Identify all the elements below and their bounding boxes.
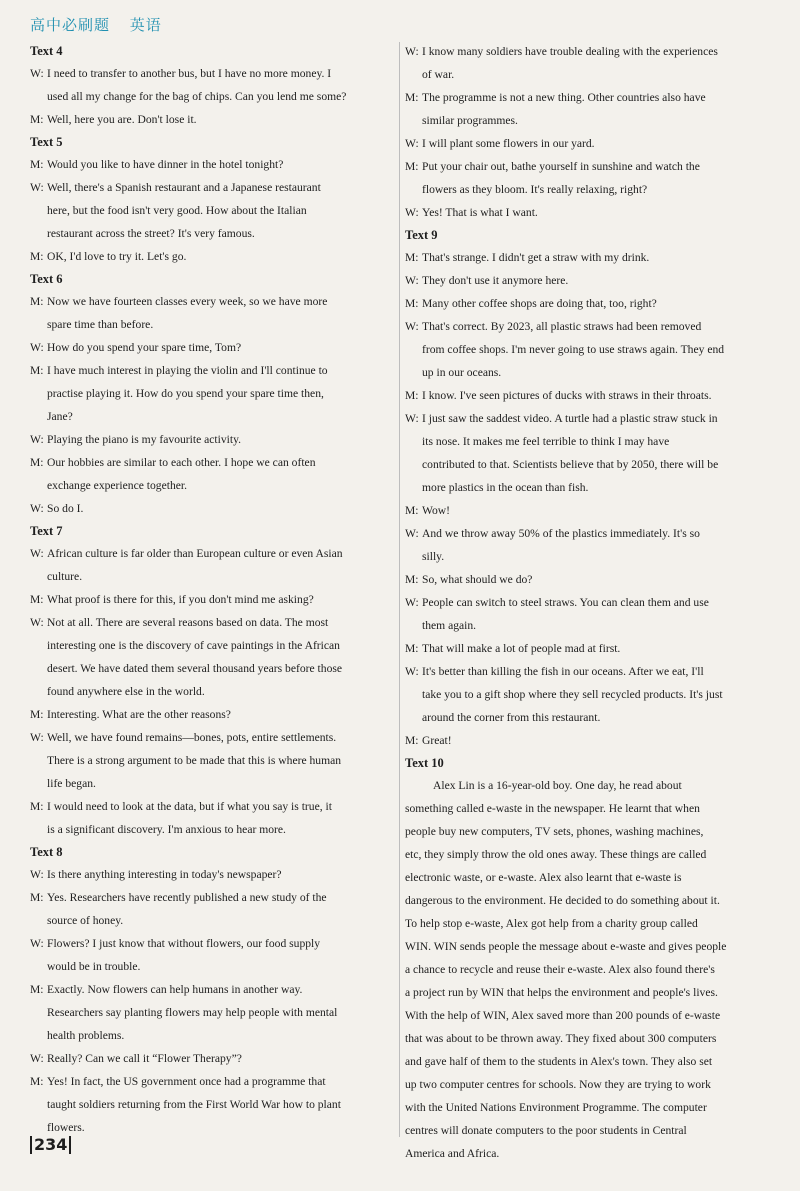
dialogue-turn [30,62,400,108]
passage-line: with the United Nations Environment Programme. The computer [405,1101,707,1114]
dialogue-turn [405,591,775,637]
dialogue-line: take you to a gift shop where they sell recycled products. It's just [422,688,723,701]
dialogue-turn [30,703,400,726]
passage-line: a chance to recycle and reuse their e-waste. Alex also found there's [405,963,715,976]
dialogue-line: culture. [47,570,83,583]
page-number: 234 [30,1136,71,1154]
dialogue-line: There is a strong argument to be made that this is where human [47,754,342,767]
passage-line: Alex Lin is a 16-year-old boy. One day, he read about [433,779,682,792]
dialogue-line: flowers as they bloom. It's really relaxing, right? [422,183,648,196]
dialogue-line: interesting one is the discovery of cave paintings in the African [47,639,340,652]
dialogue-turn [30,245,400,268]
dialogue-turn [405,40,775,86]
dialogue-turn [405,660,775,729]
speaker-label: M: [30,158,44,171]
dialogue-line: desert. We have dated them several thousand years before those [47,662,343,675]
speaker-label: W: [30,937,44,950]
passage-line: something called e-waste in the newspaper. He learnt that when [405,802,700,815]
dialogue-line: Would you like to have dinner in the hotel tonight? [47,158,284,171]
dialogue-line: African culture is far older than European culture or even Asian [47,547,343,560]
dialogue-turn [30,336,400,359]
dialogue-line: I would need to look at the data, but if what you say is true, it [47,800,332,813]
dialogue-line: Our hobbies are similar to each other. I hope we can often [47,456,316,469]
speaker-label: W: [30,181,44,194]
dialogue-line: So, what should we do? [422,573,533,586]
passage-line: and gave half of them to the students in Alex's town. They also set [405,1055,713,1068]
speaker-label: M: [30,800,44,813]
passage-line: WIN. WIN sends people the message about e-waste and gives people [405,940,727,953]
speaker-label: M: [30,1075,44,1088]
dialogue-line: contributed to that. Scientists believe that by 2050, there will be [422,458,719,471]
dialogue-turn [30,726,400,795]
dialogue-line: Really? Can we call it “Flower Therapy”? [47,1052,242,1065]
right-column [405,40,775,1165]
dialogue-turn [405,86,775,132]
speaker-label: M: [30,456,44,469]
subject-label: 英语 [129,16,162,34]
dialogue-turn [30,542,400,588]
dialogue-turn [30,176,400,245]
dialogue-line: of war. [422,68,455,81]
passage-line: To help stop e-waste, Alex got help from a charity group called [405,917,698,930]
speaker-label: W: [30,67,44,80]
dialogue-line: I know. I've seen pictures of ducks with straws in their throats. [422,389,712,402]
speaker-label: W: [405,320,419,333]
dialogue-turn [30,886,400,932]
dialogue-turn [30,611,400,703]
dialogue-line: Now we have fourteen classes every week, so we have more [47,295,328,308]
dialogue-turn [30,359,400,428]
speaker-label: M: [405,573,419,586]
section-heading: Text 9 [405,228,438,242]
dialogue-line: would be in trouble. [47,960,141,973]
dialogue-line: They don't use it anymore here. [422,274,569,287]
dialogue-line: So do I. [47,502,84,515]
speaker-label: M: [30,364,44,377]
dialogue-line: spare time than before. [47,318,154,331]
dialogue-line: That's strange. I didn't get a straw with my drink. [422,251,650,264]
speaker-label: W: [30,868,44,881]
dialogue-line: Put your chair out, bathe yourself in sunshine and watch the [422,160,700,173]
dialogue-turn [405,132,775,155]
section-heading: Text 5 [30,135,63,149]
dialogue-line: Interesting. What are the other reasons? [47,708,231,721]
dialogue-line: Exactly. Now flowers can help humans in another way. [47,983,303,996]
dialogue-line: silly. [422,550,445,563]
dialogue-line: How do you spend your spare time, Tom? [47,341,242,354]
dialogue-line: Wow! [422,504,451,517]
page-header [30,14,176,35]
speaker-label: W: [405,206,419,219]
dialogue-turn [30,1070,400,1139]
dialogue-line: What proof is there for this, if you don't mind me asking? [47,593,314,606]
dialogue-turn [30,497,400,520]
dialogue-turn [30,863,400,886]
dialogue-turn [30,428,400,451]
speaker-label: W: [405,596,419,609]
speaker-label: M: [30,295,44,308]
dialogue-line: Researchers say planting flowers may help people with mental [47,1006,338,1019]
speaker-label: M: [30,983,44,996]
dialogue-line: used all my change for the bag of chips. Can you lend me some? [47,90,347,103]
dialogue-line: source of honey. [47,914,124,927]
dialogue-line: from coffee shops. I'm never going to use straws again. They end [422,343,725,356]
speaker-label: W: [405,45,419,58]
passage-line: up two computer centres for schools. Now they are trying to work [405,1078,711,1091]
dialogue-turn [405,407,775,499]
dialogue-line: Well, here you are. Don't lose it. [47,113,197,126]
dialogue-line: People can switch to steel straws. You can clean them and use [422,596,709,609]
passage-line: etc, they simply throw the old ones away. These things are called [405,848,707,861]
dialogue-line: Well, we have found remains—bones, pots, entire settlements. [47,731,337,744]
dialogue-turn [30,1047,400,1070]
passage-line: With the help of WIN, Alex saved more than 200 pounds of e-waste [405,1009,721,1022]
dialogue-line: exchange experience together. [47,479,188,492]
section-heading: Text 8 [30,845,63,859]
speaker-label: W: [30,731,44,744]
dialogue-turn [405,292,775,315]
passage-line: centres will donate computers to the poor students in Central [405,1124,687,1137]
passage-line: America and Africa. [405,1147,500,1160]
dialogue-line: That's correct. By 2023, all plastic straws had been removed [422,320,702,333]
book-title: 高中必刷题 [30,16,111,34]
passage-paragraph [405,774,775,1165]
section-heading: Text 4 [30,44,63,58]
dialogue-turn [30,153,400,176]
dialogue-line: similar programmes. [422,114,518,127]
dialogue-turn [30,108,400,131]
section-heading: Text 6 [30,272,63,286]
speaker-label: M: [405,297,419,310]
dialogue-line: up in our oceans. [422,366,502,379]
dialogue-line: more plastics in the ocean than fish. [422,481,589,494]
dialogue-turn [405,522,775,568]
dialogue-line: I know many soldiers have trouble dealing with the experiences [422,45,718,58]
speaker-label: M: [405,389,419,402]
speaker-label: M: [30,891,44,904]
speaker-label: M: [405,91,419,104]
dialogue-line: Well, there's a Spanish restaurant and a Japanese restaurant [47,181,321,194]
dialogue-turn [30,932,400,978]
dialogue-turn [405,499,775,522]
speaker-label: M: [405,734,419,747]
passage-line: a project run by WIN that helps the environment and people's lives. [405,986,718,999]
speaker-label: W: [405,527,419,540]
dialogue-line: Many other coffee shops are doing that, too, right? [422,297,657,310]
speaker-label: M: [405,160,419,173]
dialogue-line: I have much interest in playing the violin and I'll continue to [47,364,328,377]
speaker-label: W: [30,616,44,629]
speaker-label: W: [405,412,419,425]
dialogue-line: found anywhere else in the world. [47,685,205,698]
dialogue-turn [405,637,775,660]
speaker-label: M: [30,708,44,721]
dialogue-line: around the corner from this restaurant. [422,711,601,724]
speaker-label: W: [405,274,419,287]
dialogue-turn [405,568,775,591]
passage-line: that was about to be thrown away. They fixed about 300 computers [405,1032,717,1045]
speaker-label: M: [405,504,419,517]
dialogue-turn [30,451,400,497]
dialogue-line: That will make a lot of people mad at first. [422,642,621,655]
dialogue-line: life began. [47,777,96,790]
dialogue-line: Yes! That is what I want. [422,206,538,219]
dialogue-line: I need to transfer to another bus, but I have no more money. I [47,67,332,80]
section-heading: Text 7 [30,524,63,538]
dialogue-line: them again. [422,619,477,632]
dialogue-line: restaurant across the street? It's very famous. [47,227,255,240]
speaker-label: W: [30,433,44,446]
speaker-label: W: [30,1052,44,1065]
dialogue-turn [30,795,400,841]
left-column [30,40,400,1139]
speaker-label: M: [30,113,44,126]
dialogue-line: OK, I'd love to try it. Let's go. [47,250,187,263]
dialogue-line: And we throw away 50% of the plastics immediately. It's so [422,527,700,540]
dialogue-line: Flowers? I just know that without flowers, our food supply [47,937,321,950]
dialogue-line: Great! [422,734,452,747]
passage-line: people buy new computers, TV sets, phones, washing machines, [405,825,704,838]
dialogue-line: here, but the food isn't very good. How about the Italian [47,204,307,217]
dialogue-turn [405,246,775,269]
dialogue-turn [405,384,775,407]
dialogue-line: I just saw the saddest video. A turtle had a plastic straw stuck in [422,412,718,425]
dialogue-line: taught soldiers returning from the First World War how to plant [47,1098,341,1111]
dialogue-line: is a significant discovery. I'm anxious to hear more. [47,823,286,836]
speaker-label: M: [405,251,419,264]
dialogue-turn [405,155,775,201]
speaker-label: M: [405,642,419,655]
passage-line: electronic waste, or e-waste. Alex also learnt that e-waste is [405,871,682,884]
dialogue-line: practise playing it. How do you spend your spare time then, [47,387,324,400]
section-heading: Text 10 [405,756,444,770]
dialogue-turn [405,269,775,292]
dialogue-line: Jane? [47,410,73,423]
speaker-label: W: [30,547,44,560]
speaker-label: M: [30,593,44,606]
speaker-label: W: [30,502,44,515]
dialogue-turn [405,729,775,752]
dialogue-line: flowers. [47,1121,85,1134]
dialogue-turn [405,201,775,224]
dialogue-line: Playing the piano is my favourite activity. [47,433,242,446]
dialogue-line: I will plant some flowers in our yard. [422,137,595,150]
dialogue-turn [30,588,400,611]
dialogue-line: health problems. [47,1029,125,1042]
dialogue-line: Is there anything interesting in today's newspaper? [47,868,282,881]
dialogue-line: It's better than killing the fish in our oceans. After we eat, I'll [422,665,704,678]
speaker-label: W: [405,137,419,150]
speaker-label: W: [405,665,419,678]
passage-line: dangerous to the environment. He decided to do something about it. [405,894,720,907]
dialogue-line: The programme is not a new thing. Other countries also have [422,91,706,104]
dialogue-line: Yes! In fact, the US government once had a programme that [47,1075,326,1088]
speaker-label: M: [30,250,44,263]
dialogue-line: Yes. Researchers have recently published a new study of the [47,891,327,904]
speaker-label: W: [30,341,44,354]
column-divider [399,42,400,1137]
dialogue-turn [405,315,775,384]
dialogue-line: its nose. It makes me feel terrible to think I may have [422,435,670,448]
dialogue-turn [30,290,400,336]
dialogue-line: Not at all. There are several reasons based on data. The most [47,616,329,629]
dialogue-turn [30,978,400,1047]
